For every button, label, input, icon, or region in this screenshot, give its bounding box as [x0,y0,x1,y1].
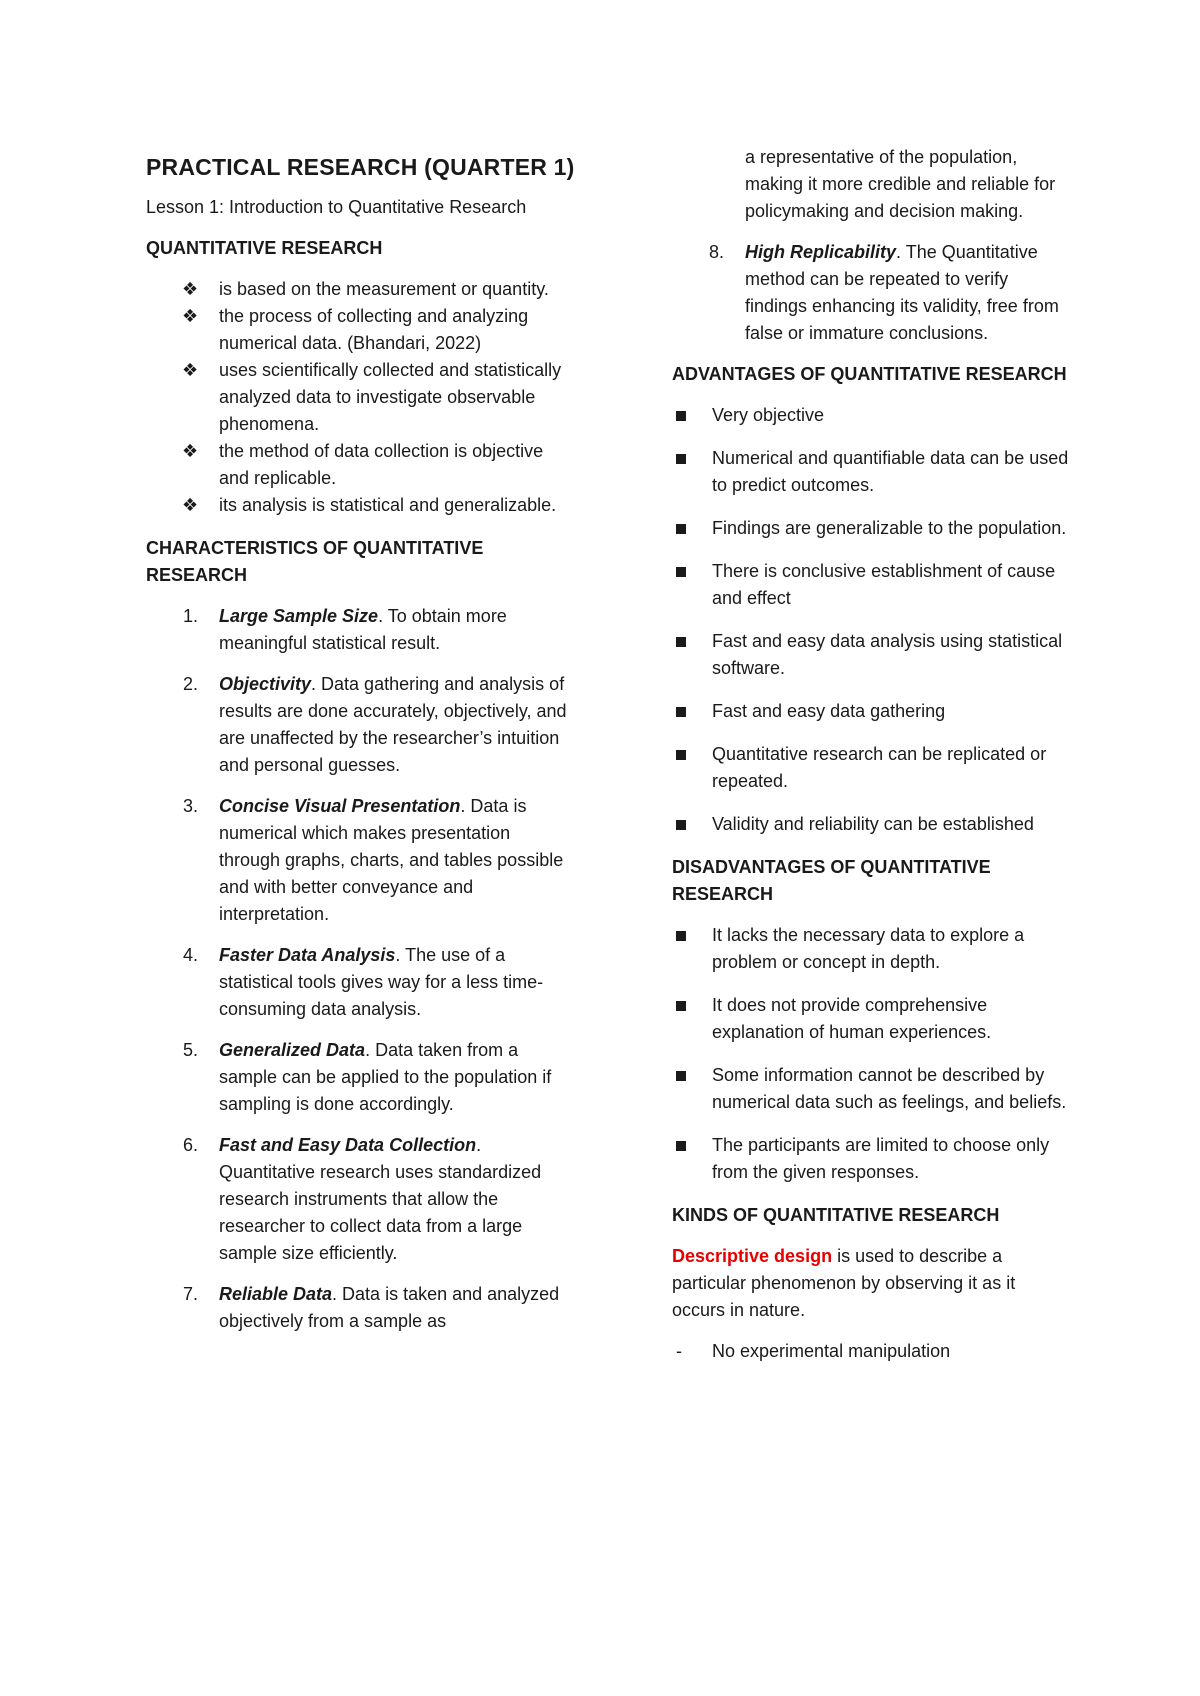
quantitative-list [146,276,576,519]
list-item: 2. Objectivity. Data gathering and analysis of results are done accurately, objectively, and are unaffected by the researcher’s intuition and personal guesses. [183,674,567,775]
square-bullet-icon [676,411,686,421]
list-item: 8. High Replicability. The Quantitative method can be repeated to verify findings enhancing its validity, free from false or immature conclusions. [709,242,1059,343]
disadvantages-heading: DISADVANTAGES OF QUANTITATIVE RESEARCH [672,857,991,904]
list-item: Quantitative research can be replicated or repeated. [672,741,1072,795]
diamond-bullet-icon: ❖ [182,279,199,299]
descriptive-design-list [672,1338,1072,1365]
list-item: ❖ uses scientifically collected and statistically analyzed data to investigate observable phenomena. [146,357,576,438]
list-item: 7. Reliable Data. Data is taken and analyzed objectively from a sample as [183,1284,560,1331]
list-item: It does not provide comprehensive explanation of human experiences. [672,992,1072,1046]
right-column [672,144,1072,1365]
list-item: 3. Concise Visual Presentation. Data is numerical which makes presentation through graphs, charts, and tables possible and with better conveyance and interpretation. [183,796,564,924]
square-bullet-icon [676,524,686,534]
diamond-bullet-icon: ❖ [182,306,199,326]
list-item: 5. Generalized Data. Data taken from a sample can be applied to the population if sampling is done accordingly. [183,1040,552,1114]
square-bullet-icon [676,750,686,760]
list-item: 6. Fast and Easy Data Collection. Quantitative research uses standardized research instruments that allow the researcher to collect data from a large sample size efficiently. [183,1135,542,1263]
advantages-list [672,402,1072,838]
descriptive-design-paragraph: Descriptive design is used to describe a particular phenomenon by observing it as it occurs in nature. [672,1246,1016,1320]
square-bullet-icon [676,1071,686,1081]
list-item: ❖ the process of collecting and analyzing numerical data. (Bhandari, 2022) [146,303,576,357]
list-item: Validity and reliability can be established [672,811,1072,838]
square-bullet-icon [676,1141,686,1151]
list-item: There is conclusive establishment of cause and effect [672,558,1072,612]
diamond-bullet-icon: ❖ [182,360,199,380]
list-item: ❖ is based on the measurement or quantity. [146,276,576,303]
list-item: Fast and easy data gathering [672,698,1072,725]
list-item: ❖ its analysis is statistical and generalizable. [146,492,576,519]
left-column [146,146,576,1349]
list-item: 1. Large Sample Size. To obtain more meaningful statistical result. [183,606,507,653]
characteristics-list-continued [672,144,1072,347]
advantages-heading: ADVANTAGES OF QUANTITATIVE RESEARCH [672,364,1067,384]
list-item: Findings are generalizable to the population. [672,515,1072,542]
lesson-title: Lesson 1: Introduction to Quantitative Research [146,197,527,217]
square-bullet-icon [676,454,686,464]
square-bullet-icon [676,567,686,577]
list-item: Numerical and quantifiable data can be used to predict outcomes. [672,445,1072,499]
list-item: ❖ the method of data collection is objective and replicable. [146,438,576,492]
quantitative-heading: QUANTITATIVE RESEARCH [146,238,383,258]
characteristics-list [146,603,576,1335]
square-bullet-icon [676,820,686,830]
characteristics-heading: CHARACTERISTICS OF QUANTITATIVE RESEARCH [146,538,484,585]
disadvantages-list [672,922,1072,1186]
list-item: It lacks the necessary data to explore a problem or concept in depth. [672,922,1072,976]
list-item: Some information cannot be described by numerical data such as feelings, and beliefs. [672,1062,1072,1116]
square-bullet-icon [676,707,686,717]
list-item: Fast and easy data analysis using statistical software. [672,628,1072,682]
list-item: 4. Faster Data Analysis. The use of a statistical tools gives way for a less time-consuming data analysis. [183,945,544,1019]
square-bullet-icon [676,637,686,647]
kinds-heading: KINDS OF QUANTITATIVE RESEARCH [672,1205,1000,1225]
list-item-continued: a representative of the population, making it more credible and reliable for policymaking and decision making. [745,147,1056,221]
diamond-bullet-icon: ❖ [182,495,199,515]
dash-bullet-icon: - [676,1341,682,1361]
document-title: PRACTICAL RESEARCH (QUARTER 1) [146,154,575,180]
descriptive-design-term: Descriptive design [672,1246,833,1266]
list-item: The participants are limited to choose only from the given responses. [672,1132,1072,1186]
list-item: Very objective [672,402,1072,429]
square-bullet-icon [676,931,686,941]
diamond-bullet-icon: ❖ [182,441,199,461]
square-bullet-icon [676,1001,686,1011]
list-item: - No experimental manipulation [672,1338,1072,1365]
